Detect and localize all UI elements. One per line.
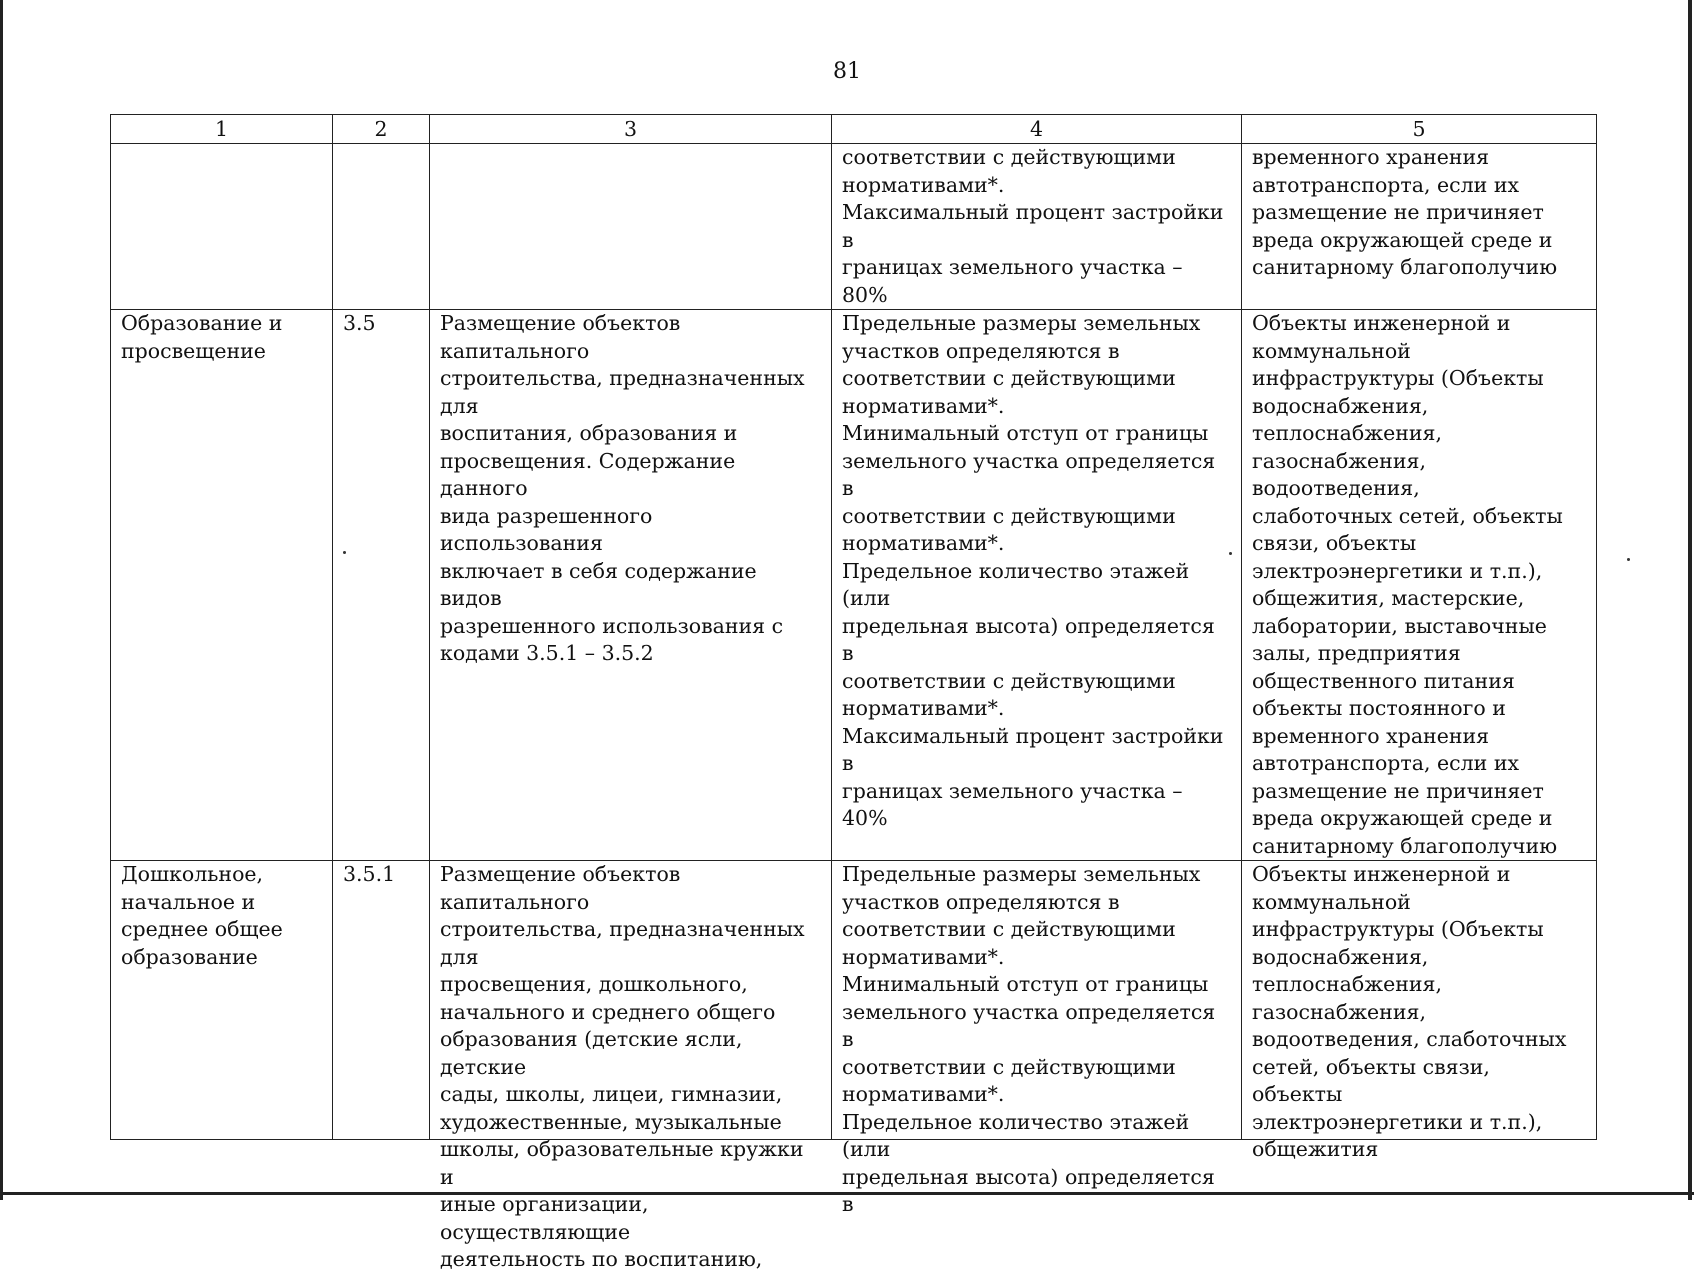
regulations-table [110, 114, 1597, 1271]
usage-name-cell [111, 861, 333, 1140]
usage-code-cell [333, 861, 430, 1140]
usage-name-text: Образование и просвещение [121, 311, 283, 363]
table-row [111, 310, 1597, 861]
parameters-cell [832, 861, 1242, 1216]
parameters-text: Предельные размеры земельных участков определяются в соответствии с действующими нормативами*. Минимальный отступ от границы земельного участка определяется в соответствии с действующими нормативами*. Предельное количество этажей (или предельная высота) определяется в соответствии с действующими нормативами*. Максимальный процент застройки в границах земельного участка – 40% [842, 311, 1224, 830]
usage-description-text: Размещение объектов капитального строительства, предназначенных для воспитания, образования и просвещения. Содержание данного вида разрешенного использования включает в себя содержание видов разрешенного использования с кодами 3.5.1 – 3.5.2 [440, 311, 805, 665]
page-number: 81 [833, 59, 861, 84]
column-header-3: 3 [430, 115, 832, 144]
column-header-5: 5 [1242, 115, 1597, 144]
column-header-1: 1 [111, 115, 333, 144]
usage-name-cell [111, 310, 333, 861]
usage-code-cell [333, 144, 430, 310]
table-row [111, 861, 1597, 1140]
usage-description-text: Размещение объектов капитального строительства, предназначенных для просвещения, дошкольного, начального и среднего общего образования (детские ясли, детские сады, школы, лицеи, гимназии, художественные, музыкальные школы, образовательные кружки и иные организации, осуществляющие деятельность по воспитанию, [440, 862, 805, 1271]
usage-code-text: 3.5 [343, 311, 376, 335]
usage-description-cell [430, 144, 832, 310]
parameters-cell [832, 310, 1242, 861]
usage-name-text: Дошкольное, начальное и среднее общее образование [121, 862, 283, 969]
usage-description-cell [430, 861, 832, 1271]
parameters-text: соответствии с действующими нормативами*. Максимальный процент застройки в границах земельного участка – 80% [842, 145, 1224, 307]
usage-code-cell [333, 310, 430, 861]
auxiliary-uses-cell [1242, 310, 1597, 861]
column-header-4: 4 [832, 115, 1242, 144]
header-row [111, 115, 1597, 144]
auxiliary-uses-text: Объекты инженерной и коммунальной инфраструктуры (Объекты водоснабжения, теплоснабжения, газоснабжения, водоотведения, слаботочных сетей, объекты связи, объекты электроэнергетики и т.п.), общежития, мастерские, лаборатории, выставочные залы, предприятия общественного питания объекты постоянного и временного хранения автотранспорта, если их размещение не причиняет вреда окружающей среде и санитарному благополучию [1252, 311, 1563, 858]
auxiliary-uses-text: Объекты инженерной и коммунальной инфраструктуры (Объекты водоснабжения, теплоснабжения, газоснабжения, водоотведения, слаботочных сетей, объекты связи, объекты электроэнергетики и т.п.), общежития [1252, 862, 1567, 1161]
usage-code-text: 3.5.1 [343, 862, 396, 886]
page-border-left [0, 0, 3, 1200]
parameters-text: Предельные размеры земельных участков определяются в соответствии с действующими нормативами*. Минимальный отступ от границы земельного участка определяется в соответствии с действующими нормативами*. Предельное количество этажей (или предельная высота) определяется в [842, 862, 1216, 1216]
auxiliary-uses-text: временного хранения автотранспорта, если их размещение не причиняет вреда окружающей среде и санитарному благополучию [1252, 145, 1558, 279]
auxiliary-uses-cell [1242, 144, 1597, 310]
auxiliary-uses-cell [1242, 861, 1597, 1161]
page-border-right [1688, 0, 1692, 1200]
parameters-cell [832, 144, 1242, 310]
usage-description-cell [430, 310, 832, 861]
scan-speck [1627, 558, 1630, 561]
table-row [111, 144, 1597, 310]
usage-name-cell [111, 144, 333, 310]
column-header-2: 2 [333, 115, 430, 144]
